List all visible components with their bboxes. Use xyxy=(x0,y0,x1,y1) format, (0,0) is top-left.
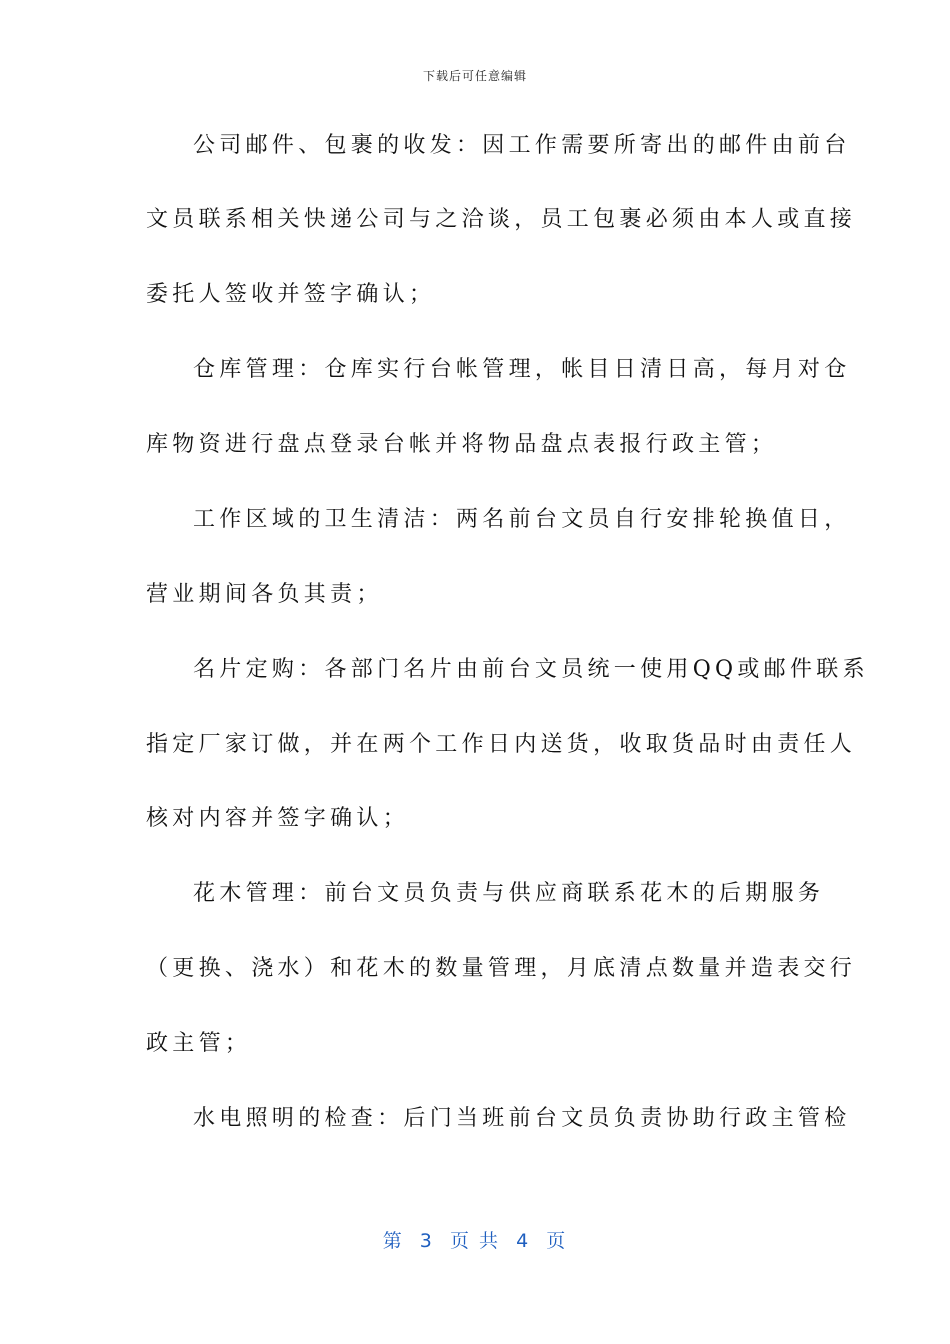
paragraph-line: 公司邮件、包裹的收发：因工作需要所寄出的邮件由前台 xyxy=(193,133,851,158)
paragraph-line: 营业期间各负其责； xyxy=(146,582,383,607)
paragraph-line: 委托人签收并签字确认； xyxy=(146,282,436,307)
paragraph-line: 核对内容并签字确认； xyxy=(146,806,410,831)
paragraph-line: （更换、浇水）和花木的数量管理，月底清点数量并造表交行 xyxy=(146,956,857,981)
page-header: 下载后可任意编辑 xyxy=(422,69,527,83)
paragraph-line: 名片定购：各部门名片由前台文员统一使用QQ或邮件联系 xyxy=(193,657,869,682)
paragraph-line: 水电照明的检查：后门当班前台文员负责协助行政主管检 xyxy=(193,1106,851,1131)
paragraph-line: 库物资进行盘点登录台帐并将物品盘点表报行政主管； xyxy=(146,432,778,457)
paragraph-line: 花木管理：前台文员负责与供应商联系花木的后期服务 xyxy=(193,881,825,906)
paragraph-line: 文员联系相关快递公司与之洽谈，员工包裹必须由本人或直接 xyxy=(146,207,857,232)
paragraph-line: 政主管； xyxy=(146,1031,252,1056)
paragraph-line: 指定厂家订做，并在两个工作日内送货，收取货品时由责任人 xyxy=(146,732,857,757)
paragraph-line: 仓库管理：仓库实行台帐管理，帐目日清日高，每月对仓 xyxy=(193,357,851,382)
page-number: 第 3 页 共 4 页 xyxy=(382,1230,568,1252)
paragraph-line: 工作区域的卫生清洁：两名前台文员自行安排轮换值日， xyxy=(193,507,851,532)
